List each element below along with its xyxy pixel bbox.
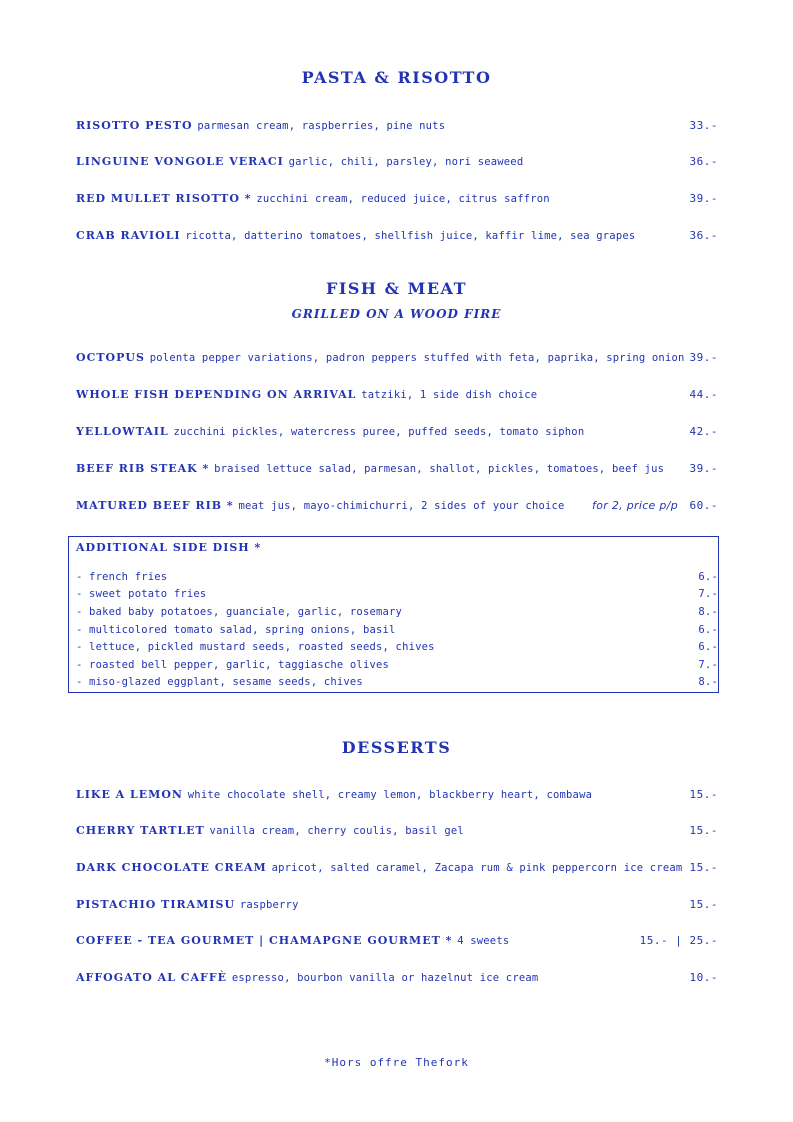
menu-item-description: espresso, bourbon vanilla or hazelnut ice cream [231,972,539,984]
menu-item [76,461,718,477]
menu-item-name: RED MULLET RISOTTO * [76,192,257,205]
menu-item-name: LINGUINE VONGOLE VERACI [76,155,289,168]
menu-item-price: 15.- [689,824,718,837]
menu-item-description: vanilla cream, cherry coulis, basil gel [209,825,464,837]
menu-item-name: CRAB RAVIOLI [76,229,186,242]
menu-item-note: for 2, price p/p [592,499,678,512]
menu-item-description: garlic, chili, parsley, nori seaweed [288,156,524,168]
side-dish-price: 7.- [698,588,718,600]
side-dish-price: 7.- [698,659,718,671]
menu-item-name: COFFEE - TEA GOURMET | CHAMAPGNE GOURMET * [76,934,458,947]
footer-note: *Hors offre Thefork [324,1056,469,1069]
menu-item-name: PISTACHIO TIRAMISU [76,898,240,911]
side-dish-price: 6.- [698,641,718,653]
menu-item-price: 15.- [689,861,718,874]
menu-item-name: OCTOPUS [76,351,150,364]
menu-item [76,498,718,514]
menu-item-description: white chocolate shell, creamy lemon, blackberry heart, combawa [187,789,593,801]
menu-item-name: AFFOGATO AL CAFFÈ [76,971,232,984]
menu-item-description: parmesan cream, raspberries, pine nuts [197,120,446,132]
side-dish-box [68,536,719,693]
menu-item-price: 39.- [689,462,718,475]
side-dish-price: 8.- [698,676,718,688]
menu-item-description: tatziki, 1 side dish choice [361,389,538,401]
menu-item-price: 15.- [689,788,718,801]
menu-item-description: polenta pepper variations, padron peppers stuffed with feta, paprika, spring onion [149,352,685,364]
menu-item [76,860,718,876]
menu-item-price: 39.- [689,351,718,364]
menu-item [76,970,718,986]
menu-item-description: raspberry [239,899,299,911]
menu-item-name: RISOTTO PESTO [76,119,198,132]
side-dish-label: - sweet potato fries [76,588,207,600]
menu-item [76,228,718,244]
fish-section-subtitle: GRILLED ON A WOOD FIRE [291,307,502,321]
side-dish-label: - roasted bell pepper, garlic, taggiasche olives [76,659,390,671]
menu-item-price: 10.- [689,971,718,984]
menu-item-name: WHOLE FISH DEPENDING ON ARRIVAL [76,388,362,401]
menu-item [76,787,718,803]
menu-item-price: 36.- [689,229,718,242]
menu-item-name: DARK CHOCOLATE CREAM [76,861,272,874]
pasta-section-title: PASTA & RISOTTO [301,68,492,87]
menu-item-price: 39.- [689,192,718,205]
menu-item-price: 44.- [689,388,718,401]
menu-item-name: LIKE A LEMON [76,788,188,801]
menu-item [76,823,718,839]
menu-item [76,118,718,134]
fish-section-title: FISH & MEAT [326,279,467,298]
menu-item-description: apricot, salted caramel, Zacapa rum & pink peppercorn ice cream [271,862,683,874]
side-dish-row [76,622,718,638]
menu-item-name: MATURED BEEF RIB * [76,499,239,512]
menu-item-description: ricotta, datterino tomatoes, shellfish juice, kaffir lime, sea grapes [185,230,636,242]
side-dish-price: 6.- [698,624,718,636]
side-dish-price: 8.- [698,606,718,618]
menu-item-price: 42.- [689,425,718,438]
side-dish-title: ADDITIONAL SIDE DISH * [76,541,262,554]
menu-item-price: 36.- [689,155,718,168]
side-dish-price: 6.- [698,571,718,583]
menu-item-description: zucchini cream, reduced juice, citrus saffron [256,193,550,205]
side-dish-label: - miso-glazed eggplant, sesame seeds, chives [76,676,363,688]
menu-item-description: 4 sweets [457,935,510,947]
menu-item-description: zucchini pickles, watercress puree, puffed seeds, tomato siphon [173,426,585,438]
menu-item [76,424,718,440]
menu-item-price: 60.- [689,499,718,512]
side-dish-label: - baked baby potatoes, guanciale, garlic, rosemary [76,606,403,618]
menu-item-name: CHERRY TARTLET [76,824,210,837]
menu-item-price: 15.- | 25.- [639,934,718,947]
menu-item [76,933,718,949]
menu-item-name: BEEF RIB STEAK * [76,462,215,475]
side-dish-label: - multicolored tomato salad, spring onions, basil [76,624,396,636]
side-dish-label: - french fries [76,571,168,583]
menu-item-price: 15.- [689,898,718,911]
side-dish-row [76,657,718,673]
menu-item [76,897,718,913]
menu-item-name: YELLOWTAIL [76,425,174,438]
menu-item-description: meat jus, mayo-chimichurri, 2 sides of your choice [238,500,565,512]
side-dish-label: - lettuce, pickled mustard seeds, roasted seeds, chives [76,641,435,653]
side-dish-row [76,639,718,655]
menu-item [76,154,718,170]
desserts-section-title: DESSERTS [341,738,452,757]
menu-item [76,191,718,207]
menu-item [76,387,718,403]
side-dish-row [76,586,718,602]
side-dish-row [76,569,718,585]
side-dish-row [76,674,718,690]
menu-item-description: braised lettuce salad, parmesan, shallot, pickles, tomatoes, beef jus [214,463,665,475]
side-dish-row [76,604,718,620]
menu-item [76,350,718,366]
menu-item-price: 33.- [689,119,718,132]
